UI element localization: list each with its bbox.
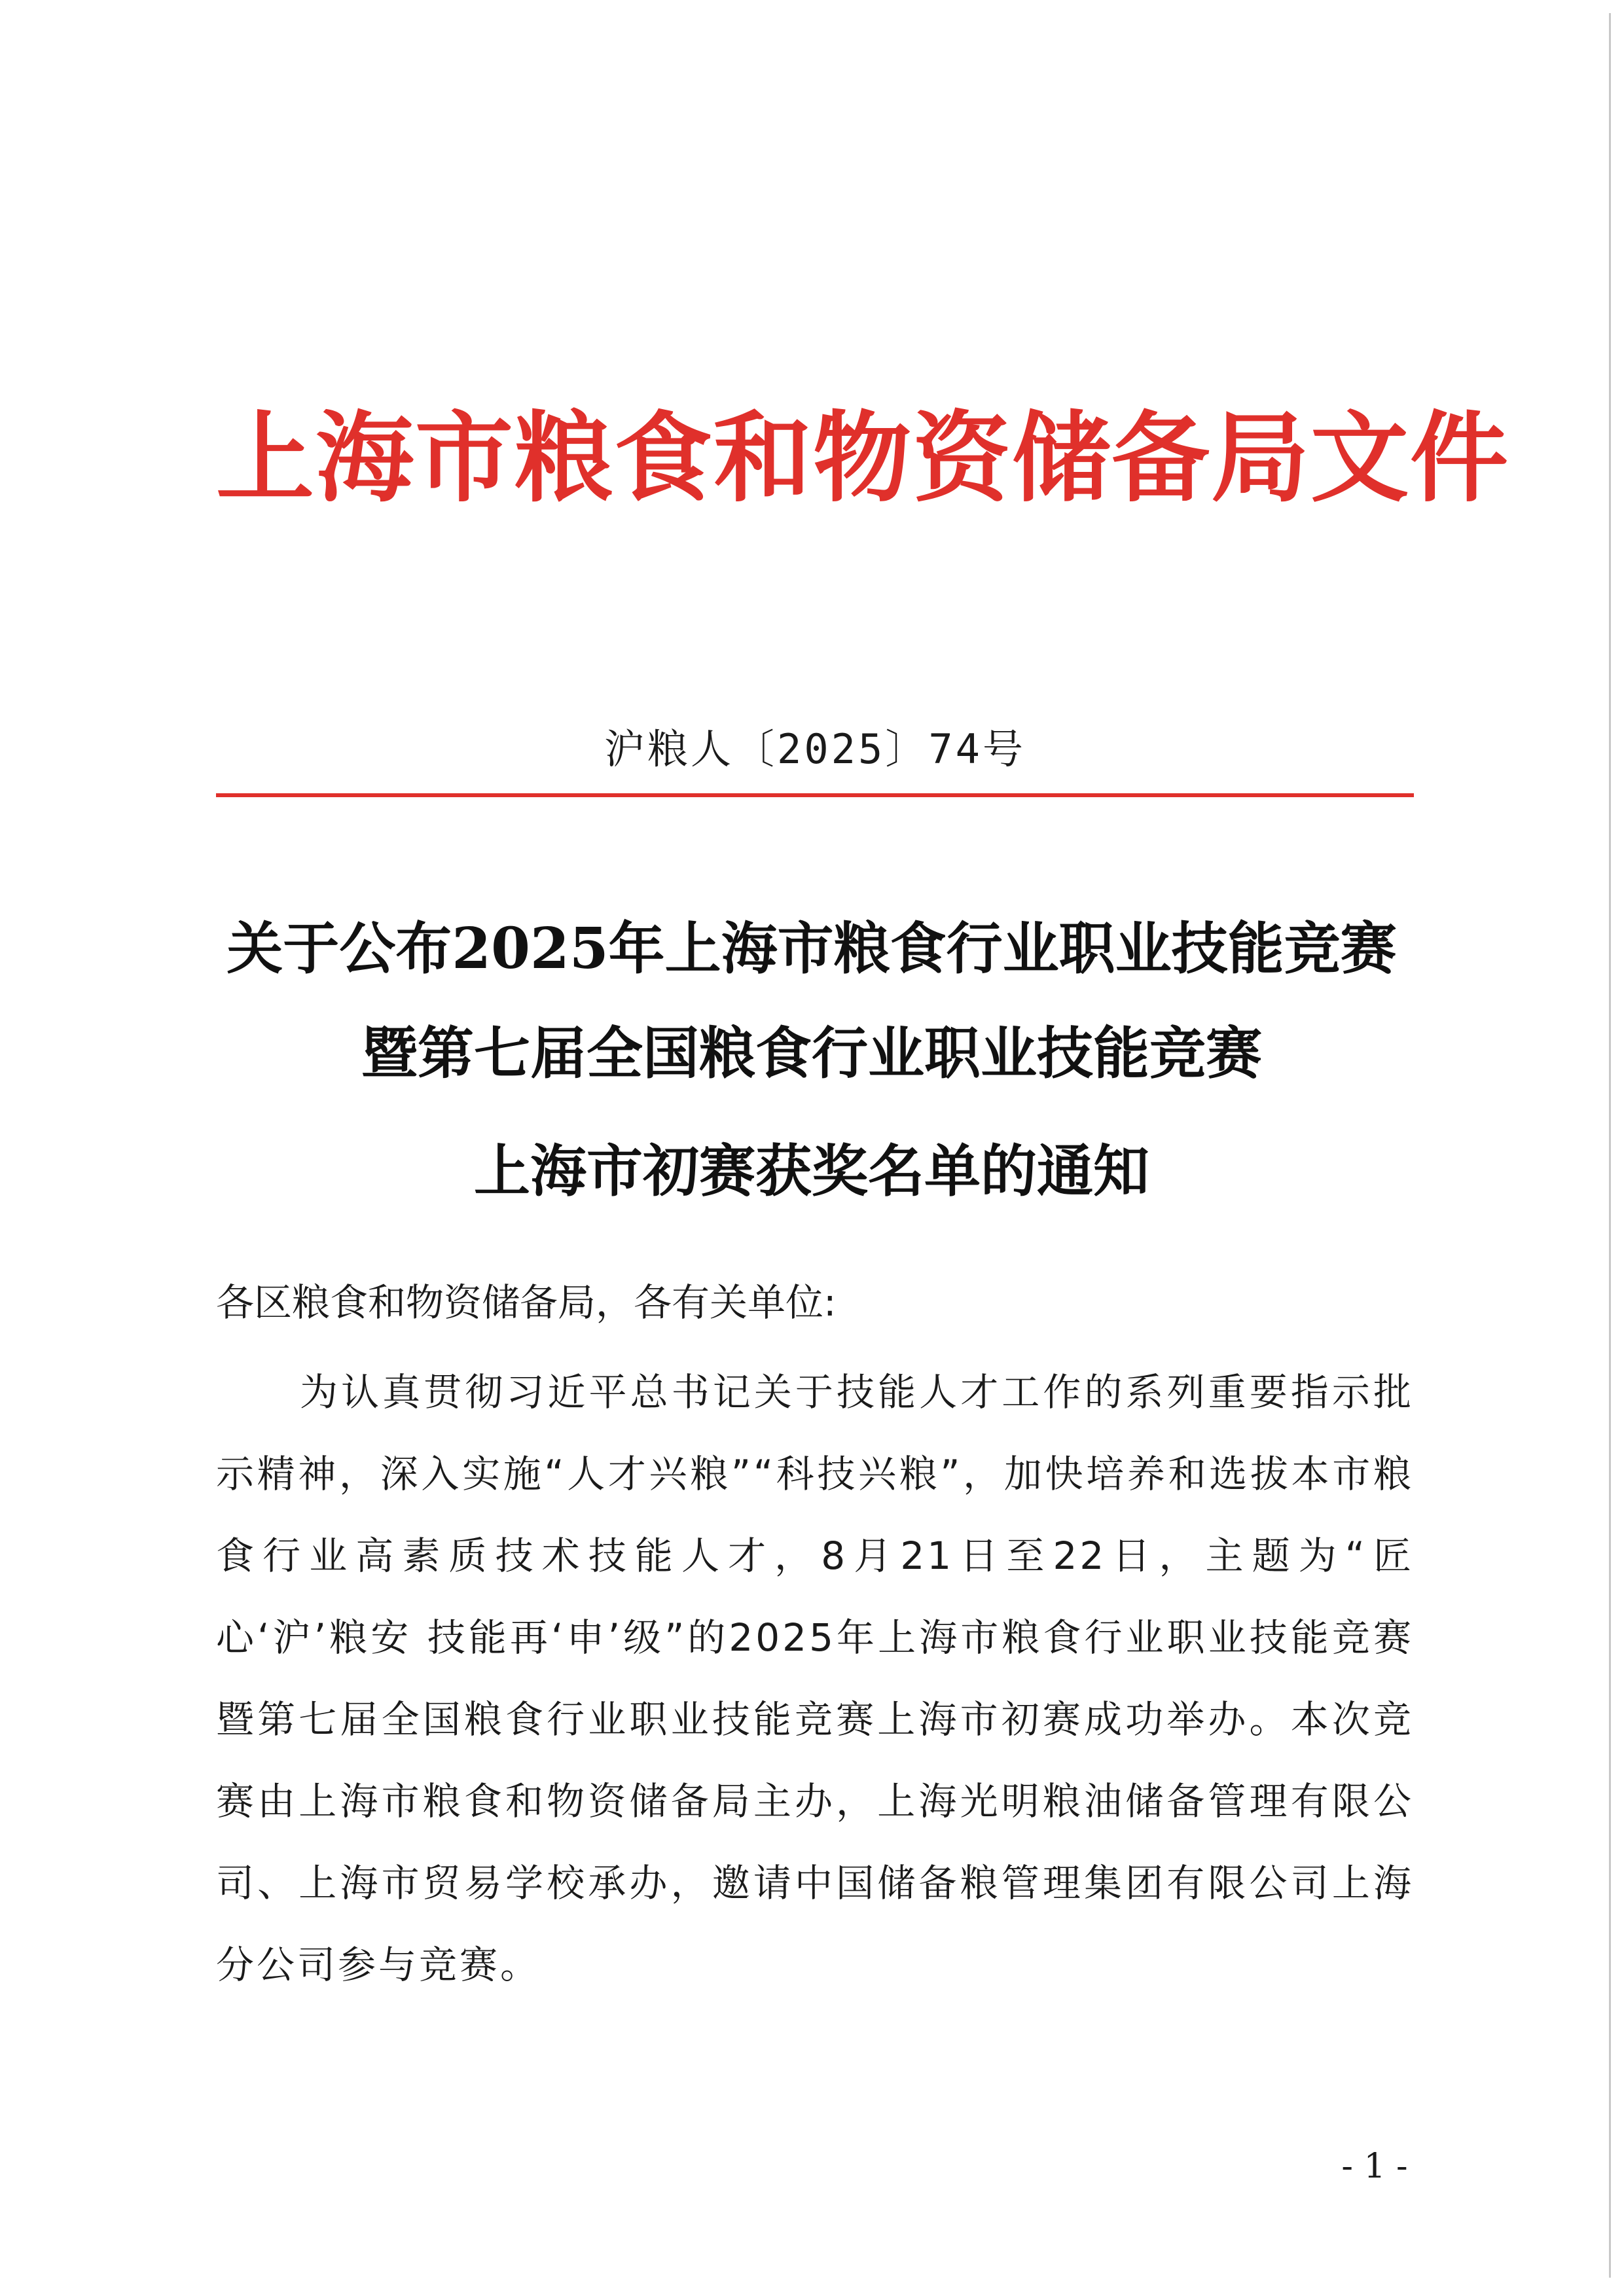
issuing-authority-header: 上海市粮食和物资储备局文件 xyxy=(216,401,1510,516)
body-paragraph-1: 为认真贯彻习近平总书记关于技能人才工作的系列重要指示批示精神，深入实施“人才兴粮”“科技兴粮”，加快培养和选拔本市粮食行业高素质技术技能人才，8月21日至22日，主题为“匠心‘沪’粮安 技能再‘申’级”的2025年上海市粮食行业职业技能竞赛暨第七届全国粮食行业职业技能竞赛上海市初赛成功举办。本次竞赛由上海市粮食和物资储备局主办，上海光明粮油储备管理有限公司、上海市贸易学校承办，邀请中国储备粮管理集团有限公司上海分公司参与竞赛。 xyxy=(216,1370,1414,1987)
document-number: 沪粮人〔2025〕74号 xyxy=(604,725,1026,773)
document-title-line-2: 暨第七届全国粮食行业职业技能竞赛 xyxy=(361,1020,1262,1086)
document-title-line-3: 上海市初赛获奖名单的通知 xyxy=(474,1138,1149,1204)
scan-edge-line xyxy=(1609,13,1611,2278)
document-title-line-1: 关于公布2025年上海市粮食行业职业技能竞赛 xyxy=(226,916,1397,982)
red-separator-line xyxy=(216,793,1414,797)
salutation: 各区粮食和物资储备局，各有关单位: xyxy=(216,1280,837,1325)
page-number: - 1 - xyxy=(1341,2147,1408,2186)
